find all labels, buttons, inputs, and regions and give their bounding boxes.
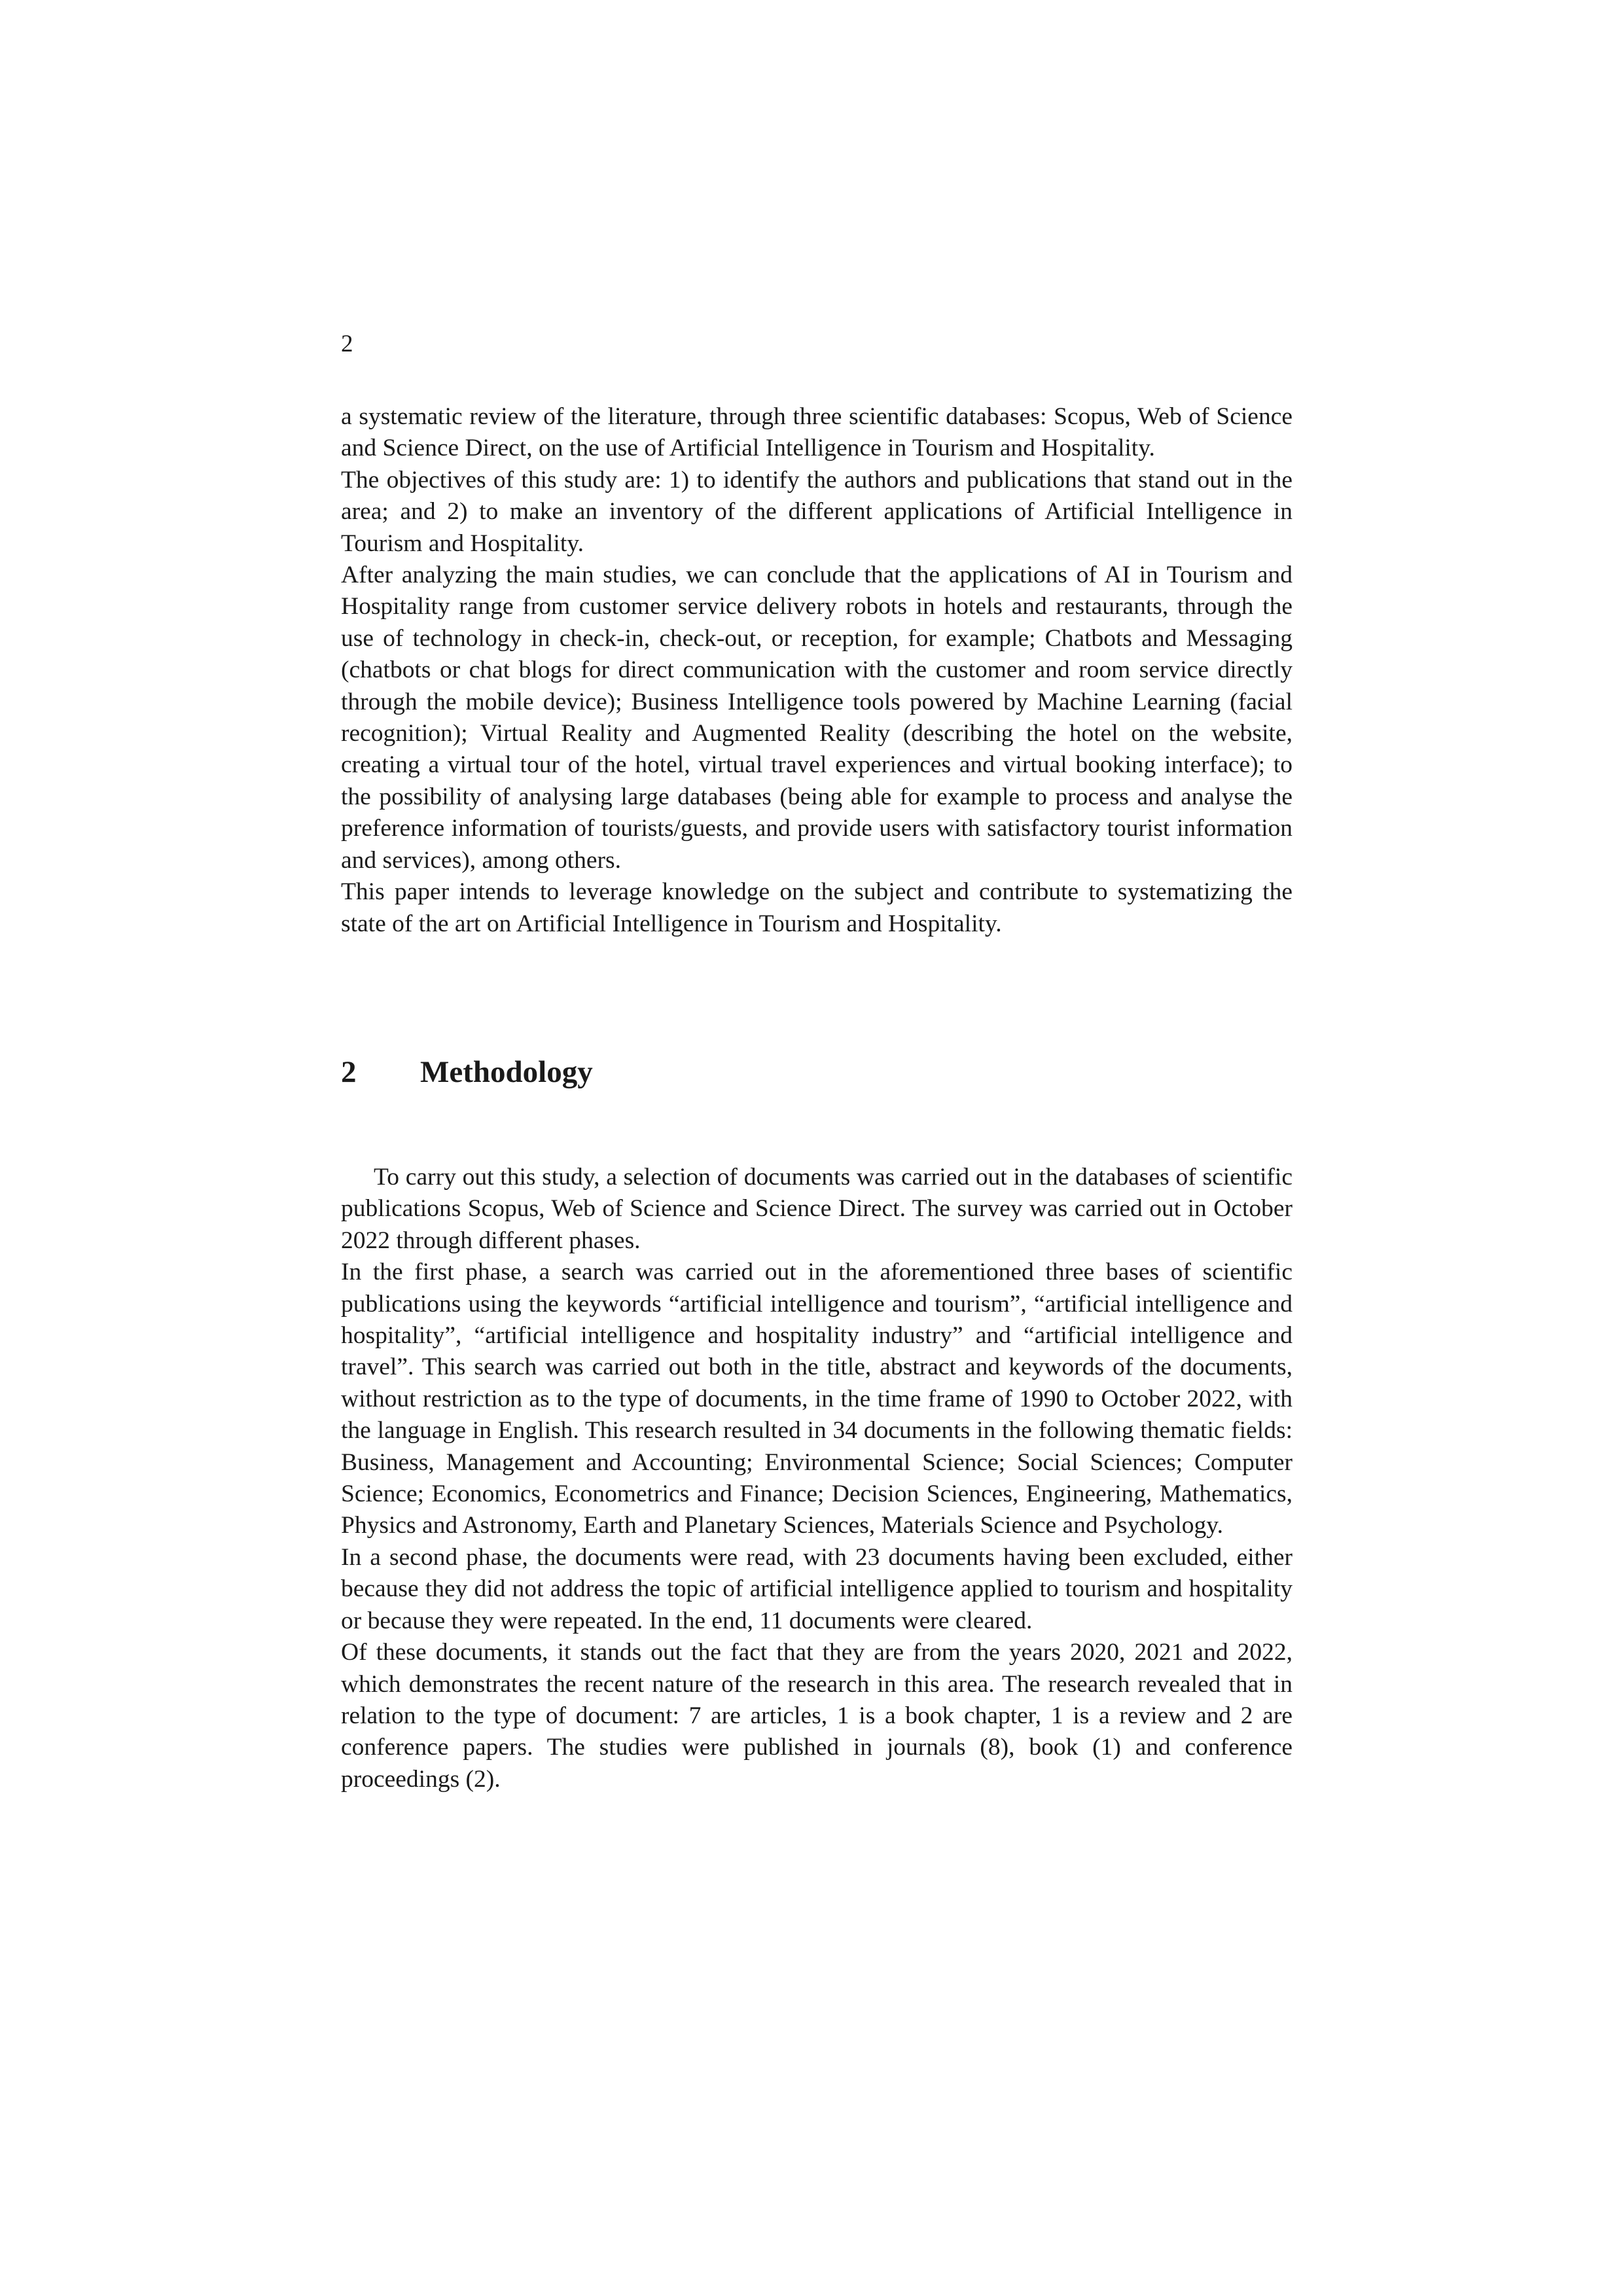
- intro-paragraph-contribution: This paper intends to leverage knowledge on the subject and contribute to systematizing the state of the art on Artificial Intelligence in Tourism and Hospitality.: [341, 878, 1293, 937]
- methodology-paragraph-1: To carry out this study, a selection of documents was carried out in the databases of scientific publications Scopus, Web of Science and Science Direct. The survey was carried out in October 2022 through different phases.: [341, 1164, 1293, 1254]
- intro-paragraph-applications: After analyzing the main studies, we can conclude that the applications of AI in Tourism and Hospitality range from customer service delivery robots in hotels and restaurants, through the use of technology in check-in, check-out, or reception, for example; Chatbots and Messaging (chatbots or chat blogs for direct communication with the customer and room service directly through the mobile device); Business Intelligence tools powered by Machine Learning (facial recognition); Virtual Reality and Augmented Reality (describing the hotel on the website, creating a virtual tour of the hotel, virtual travel experiences and virtual booking interface); to the possibility of analysing large databases (being able for example to process and analyse the preference information of tourists/guests, and provide users with satisfactory tourist information and services), among others.: [341, 562, 1293, 874]
- methodology-body: [341, 1162, 1293, 1795]
- intro-paragraph-1: a systematic review of the literature, through three scientific databases: Scopus, Web of Science and Science Direct, on the use of Artificial Intelligence in Tourism and Hospitality.: [341, 403, 1293, 462]
- methodology-paragraph-second-phase: In a second phase, the documents were read, with 23 documents having been excluded, either because they did not address the topic of artificial intelligence applied to tourism and hospitality or because they were repeated. In the end, 11 documents were cleared.: [341, 1543, 1293, 1634]
- section-title: Methodology: [420, 1055, 593, 1089]
- section-heading-methodology: [341, 1052, 1293, 1092]
- methodology-paragraph-results: Of these documents, it stands out the fact that they are from the years 2020, 2021 and 2022, which demonstrates the recent nature of the research in this area. The research revealed that in relation to the type of document: 7 are articles, 1 is a book chapter, 1 is a review and 2 are conference papers. The studies were published in journals (8), book (1) and conference proceedings (2).: [341, 1639, 1293, 1793]
- intro-body: [341, 401, 1293, 940]
- page-number: 2: [341, 331, 353, 357]
- intro-paragraph-objectives: The objectives of this study are: 1) to identify the authors and publications that stand out in the area; and 2) to make an inventory of the different applications of Artificial Intelligence in Tourism and Hospitality.: [341, 466, 1293, 557]
- section-number: 2: [341, 1055, 357, 1089]
- methodology-paragraph-first-phase: In the first phase, a search was carried out in the aforementioned three bases of scientific publications using the keywords “artificial intelligence and tourism”, “artificial intelligence and hospitality”, “artificial intelligence and hospitality industry” and “artificial intelligence and travel”. This search was carried out both in the title, abstract and keywords of the documents, without restriction as to the type of documents, in the time frame of 1990 to October 2022, with the language in English. This research resulted in 34 documents in the following thematic fields: Business, Management and Accounting; Environmental Science; Social Sciences; Computer Science; Economics, Econometrics and Finance; Decision Sciences, Engineering, Mathematics, Physics and Astronomy, Earth and Planetary Sciences, Materials Science and Psychology.: [341, 1259, 1293, 1539]
